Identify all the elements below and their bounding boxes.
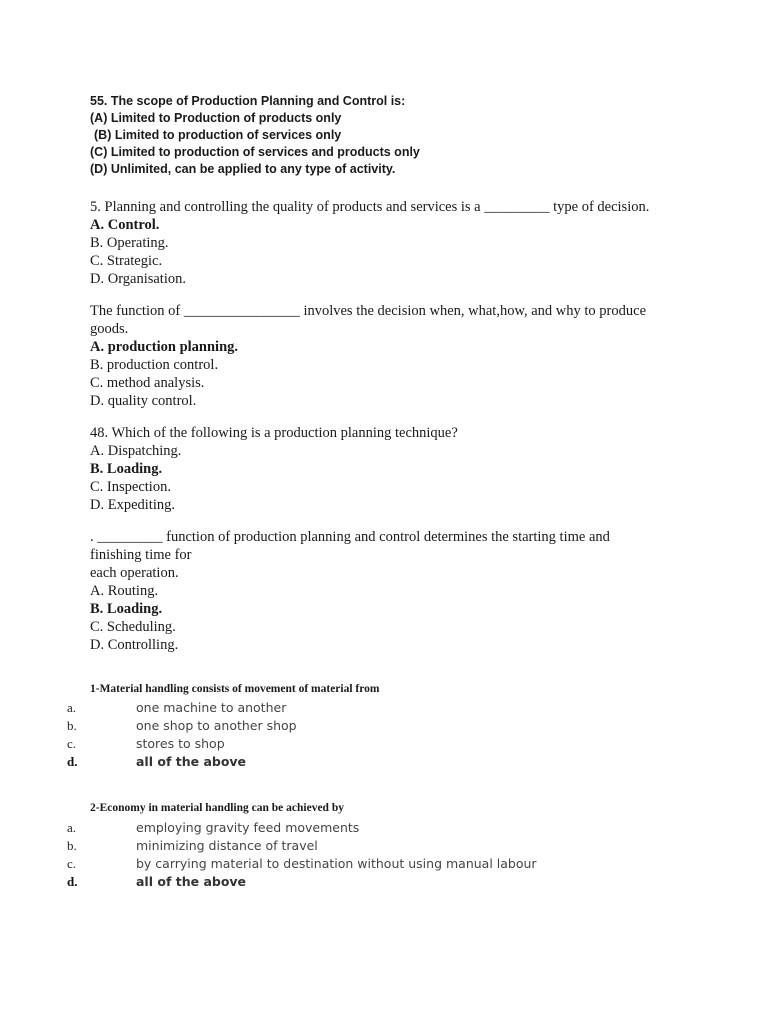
option-text: by carrying material to destination without using manual labour xyxy=(136,856,537,871)
option-text: one machine to another xyxy=(136,700,287,715)
option-letter: a. xyxy=(67,700,77,715)
question-scheduling xyxy=(90,528,690,654)
option-a-answer: A. Control. xyxy=(90,217,160,233)
option-b: (B) Limited to production of services only xyxy=(94,128,342,142)
material-handling-question-1: 1-Material handling consists of movement of material from xyxy=(90,683,380,695)
option-d: D. quality control. xyxy=(90,393,197,409)
question-55 xyxy=(90,93,690,178)
option-letter: c. xyxy=(67,856,77,871)
option-letter: a. xyxy=(67,820,77,835)
question-text: 48. Which of the following is a production planning technique? xyxy=(90,425,458,441)
option-d: D. Expediting. xyxy=(90,497,175,513)
option-letter: d. xyxy=(67,754,78,769)
question-text: 55. The scope of Production Planning and Control is: xyxy=(90,94,406,108)
option-letter: b. xyxy=(67,718,77,733)
question-text-line-2: finishing time for xyxy=(90,547,192,563)
question-text: The function of ________________ involves the decision when, what,how, and why to produce goods. xyxy=(90,303,646,337)
option-b: B. Operating. xyxy=(90,235,169,251)
option-text: all of the above xyxy=(136,754,247,769)
question-text: 5. Planning and controlling the quality of products and services is a _________ type of decision. xyxy=(90,199,650,215)
option-d: D. Controlling. xyxy=(90,637,179,653)
option-d: D. Organisation. xyxy=(90,271,186,287)
material-handling-question-2: 2-Economy in material handling can be achieved by xyxy=(90,802,344,814)
option-b-answer: B. Loading. xyxy=(90,461,163,477)
option-c: C. method analysis. xyxy=(90,375,205,391)
option-c: C. Scheduling. xyxy=(90,619,176,635)
option-c: C. Strategic. xyxy=(90,253,163,269)
option-a-answer: A. production planning. xyxy=(90,339,239,355)
question-text-line-3: each operation. xyxy=(90,565,179,581)
option-c: (C) Limited to production of services and products only xyxy=(90,145,420,159)
question-text-line-1: . _________ function of production planning and control determines the starting time and xyxy=(90,529,610,545)
question-5 xyxy=(90,198,690,288)
option-a: (A) Limited to Production of products only xyxy=(90,111,342,125)
option-b-answer: B. Loading. xyxy=(90,601,163,617)
question-function xyxy=(90,302,690,410)
option-a: A. Dispatching. xyxy=(90,443,182,459)
question-48 xyxy=(90,424,690,514)
option-letter: d. xyxy=(67,874,78,889)
option-c: C. Inspection. xyxy=(90,479,171,495)
option-letter: b. xyxy=(67,838,77,853)
option-letter: c. xyxy=(67,736,77,751)
option-text: stores to shop xyxy=(136,736,225,751)
option-a: A. Routing. xyxy=(90,583,159,599)
option-text: all of the above xyxy=(136,874,247,889)
option-text: employing gravity feed movements xyxy=(136,820,360,835)
option-text: minimizing distance of travel xyxy=(136,838,318,853)
option-b: B. production control. xyxy=(90,357,219,373)
option-text: one shop to another shop xyxy=(136,718,297,733)
option-d: (D) Unlimited, can be applied to any type of activity. xyxy=(90,162,396,176)
